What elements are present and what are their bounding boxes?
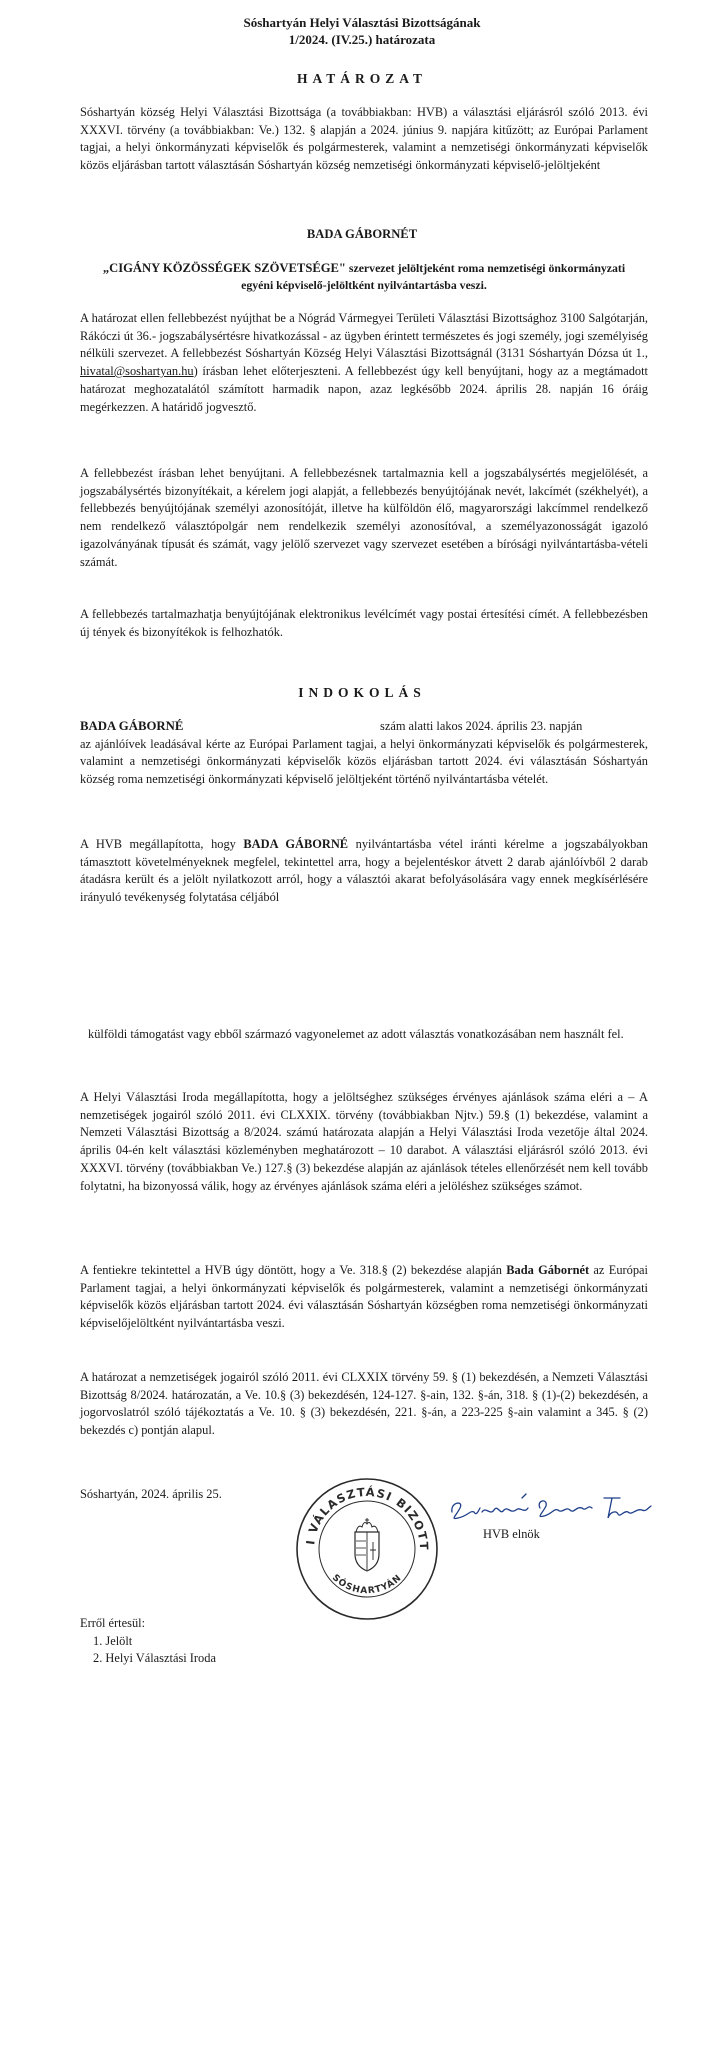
decision-title: HATÁROZAT: [296, 71, 427, 86]
email-link[interactable]: hivatal@soshartyan.hu: [80, 364, 194, 379]
reasoning-4-text-b: az Európai Parlament tagjai, a helyi önkormányzati képviselők és polgármesterek, valamint a nemzetiségi önkormányzati képviselők közös eljárásban tartott 2024. évi választásán Sóshartyán községben roma nemzetiségi önkormányzati képviselőjelöltként nyilvántartásba veszi.: [80, 1263, 648, 1331]
organization-statement: [100, 260, 628, 294]
distribution-item-2: 2. Helyi Választási Iroda: [93, 1651, 216, 1666]
reasoning-2-text-a: A HVB megállapította, hogy: [80, 837, 244, 851]
header-line-1: Sóshartyán Helyi Választási Bizottságának: [243, 15, 481, 30]
appeal-text-a: A határozat ellen fellebbezést nyújthat be a Nógrád Vármegyei Területi Választási Bizottsághoz 3100 Salgótarján, Rákóczi út 36.- jogszabálysértésre hivatkozással - az ügyben érintett természetes és jogi személy, jogi személyiség nélküli szervezet. A fellebbezést Sóshartyán Község Helyi Választási Bizottságnál (3131 Sóshartyán Dózsa út 1.,: [80, 311, 648, 361]
decision-intro: Sóshartyán község Helyi Választási Bizottsága (a továbbiakban: HVB) a választási eljárásról szóló 2013. évi XXXVI. törvény (a továbbiakban: Ve.) 132. § alapján a 2024. június 9. napjára kitűzött; az Európai Parlament tagjai, a helyi önkormányzati képviselők és polgármesterek, valamint a nemzetiségi önkormányzati képviselők közös eljárásban tartott választásán Sóshartyán község nemzetiségi önkormányzati képviselő-jelöltjeként: [80, 105, 648, 173]
reasoning-paragraph-5: A határozat a nemzetiségek jogairól szóló 2011. évi CLXXIX törvény 59. § (1) bekezdésén, a Nemzeti Választási Bizottság 8/2024. határozatán, a Ve. 10.§ (3) bekezdésén, 124-127. §-ain, 132. §-án, 318. § (1)-(2) bekezdésén, a jogorvoslatról szóló tájékoztatás a Ve. 10. § (3) bekezdésén, 221. §-án, a 223-225 §-ain valamint a 345. § (2) bekezdés c) pontján alapul.: [80, 1370, 648, 1438]
reasoning-paragraph-3: A Helyi Választási Iroda megállapította, hogy a jelöltséghez szükséges érvényes ajánlások száma eléri a – A nemzetiségek jogairól szóló 2011. évi CLXXIX. törvény (továbbiakban Njtv.) 59.§ (1) bekezdése, valamint a Nemzeti Választási Bizottság a 8/2024. számú határozata alapján a Helyi Választási Iroda vezetője által 2024. április 04-én kelt választási közleményben meghatározott – 10 darabot. A választási eljárásról szóló 2013. évi XXXVI. törvény (továbbiakban Ve.) 127.§ (3) bekezdése alapján az ajánlások tételes ellenőrzését nem kell tovább folytatni, ha bizonyossá válik, hogy az érvényes ajánlások száma eléri a jelöléshez szükséges számot.: [80, 1090, 648, 1193]
distribution-title: Erről értesül:: [80, 1616, 146, 1630]
reasoning-2-name: BADA GÁBORNÉ: [243, 837, 349, 851]
reasoning-2-text-b: nyilvántartásba vétel iránti kérelme a jogszabályokban támasztott követelményeknek megfelel, tekintettel arra, hogy a bejelentéskor átvett 2 darab ajánlóívből 2 darab átadásra került és a jelölt nyilatkozott arról, hogy a választói akarat befolyásolására vagy ennek megkísérlésére irányuló tevékenység folytatása céljából: [80, 837, 648, 905]
reasoning-2-continuation: külföldi támogatást vagy ebből származó vagyonelemet az adott választás vonatkozásában nem használt fel.: [88, 1027, 624, 1041]
place-and-date: Sóshartyán, 2024. április 25.: [80, 1487, 222, 1501]
appeal-text-b: ) írásban lehet előterjeszteni. A fellebbezést úgy kell benyújtani, hogy az a megtámadott határozat meghozatalától számított harmadik napon, azaz legkésőbb 2024. április 28. napján 16 óráig megérkezzen. A határidő jogvesztő.: [80, 364, 648, 414]
reasoning-paragraph-1: [80, 718, 648, 789]
svg-text:SÓSHARTYÁN: SÓSHARTYÁN: [329, 1572, 405, 1597]
reasoning-paragraph-2: [80, 836, 648, 907]
appeal-paragraph-1: [80, 310, 648, 416]
official-stamp: [292, 1474, 442, 1624]
document-page-2: [0, 986, 724, 2048]
candidate-name: BADA GÁBORNÉT: [306, 227, 418, 241]
signature-icon: [448, 1488, 653, 1528]
header-line-2: 1/2024. (IV.25.) határozata: [288, 32, 436, 47]
reasoning-4-text-a: A fentiekre tekintettel a HVB úgy döntött, hogy a Ve. 318.§ (2) bekezdése alapján: [80, 1263, 507, 1277]
signer-title: HVB elnök: [483, 1527, 540, 1541]
reasoning-4-name: Bada Gábornét: [506, 1263, 590, 1277]
handwritten-signature: [448, 1488, 653, 1528]
organization-statement-rest: szervezet jelöltjeként roma nemzetiségi önkormányzati egyéni képviselő-jelöltként nyilvántartásba veszi.: [241, 261, 626, 292]
reasoning-address-text: szám alatti lakos 2024. április 23. napján: [380, 719, 583, 733]
organization-name: „CIGÁNY KÖZÖSSÉGEK SZÖVETSÉGE": [102, 261, 346, 275]
reasoning-request-text: az ajánlóívek leadásával kérte az Európai Parlament tagjai, a helyi önkormányzati képviselők és polgármesterek, valamint a nemzetiségi önkormányzati képviselők közös eljárásban tartott 2024. évi választásán Sóshartyán község roma nemzetiségi önkormányzati képviselő jelöltjeként történő nyilvántartásba vételét.: [80, 736, 648, 787]
reasoning-candidate-name: BADA GÁBORNÉ: [80, 719, 184, 733]
appeal-paragraph-2: A fellebbezést írásban lehet benyújtani. A fellebbezésnek tartalmaznia kell a jogszabálysértés megjelölését, a jogszabálysértés bizonyítékait, a kérelem jogi alapját, a fellebbezés benyújtójának nevét, lakcímét (székhelyét), a fellebbezés benyújtójának személyi azonosítóját, illetve ha külföldön élő, magyarországi lakcímmel rendelkező nem rendelkező választópolgár nem rendelkezik személyi azonosítóval, a személyazonosságát igazoló igazolványának típusát és számát, vagy jelölő szervezet vagy szervezet esetében a bírósági nyilvántartásba-vételi számát.: [80, 466, 648, 569]
distribution-list: [80, 1615, 380, 1668]
appeal-paragraph-3: A fellebbezés tartalmazhatja benyújtójának elektronikus levélcímét vagy postai értesítési címét. A fellebbezésben új tények és bizonyítékok is felhozhatók.: [80, 607, 648, 639]
document-page-1: [0, 0, 724, 986]
reasoning-paragraph-4: [80, 1262, 648, 1333]
stamp-seal-icon: [292, 1474, 442, 1624]
reasoning-title: INDOKOLÁS: [298, 685, 426, 700]
svg-text:HELYI VÁLASZTÁSI BIZOTTSÁG: I VÁLASZTÁSI BIZOTT: [303, 1484, 432, 1552]
distribution-item-1: 1. Jelölt: [93, 1633, 133, 1648]
